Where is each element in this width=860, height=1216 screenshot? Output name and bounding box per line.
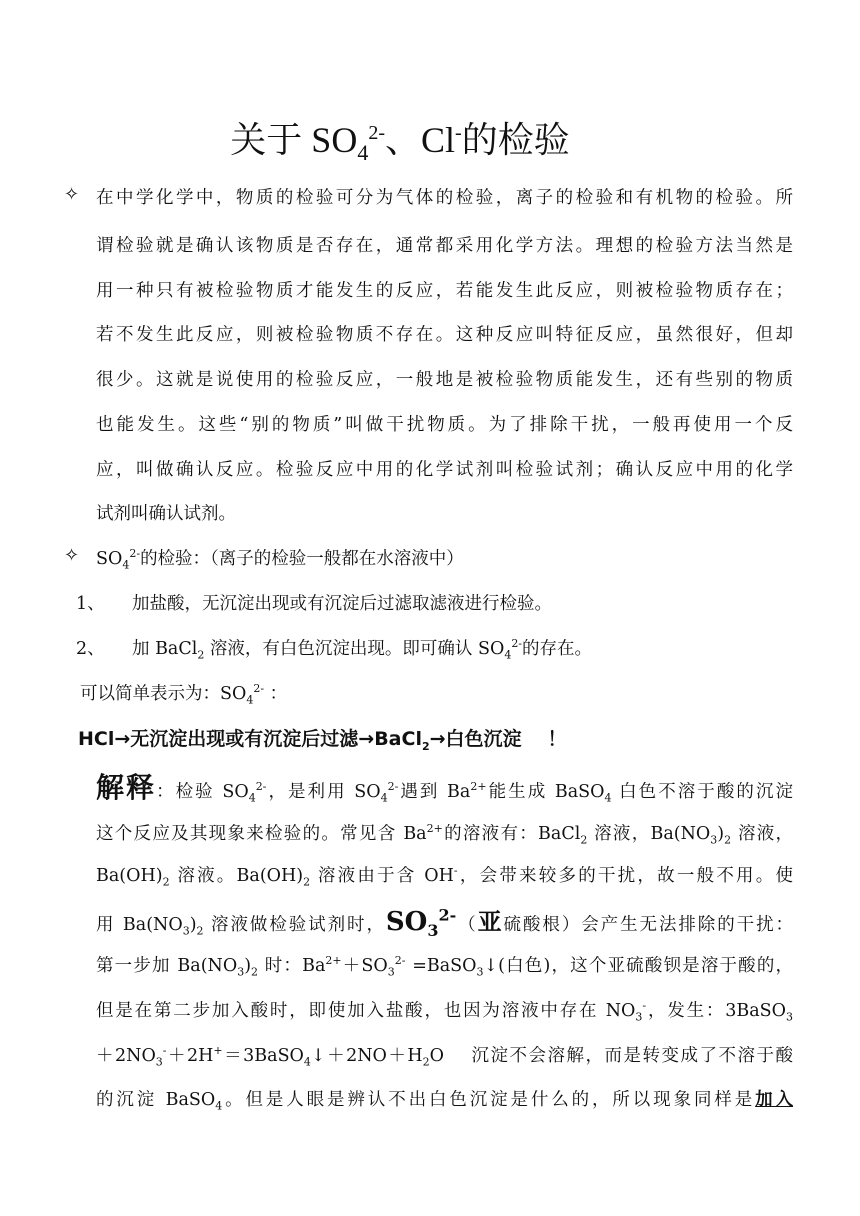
intro-line: 也能发生。这些“别的物质”叫做干扰物质。为了排除干扰，一般再使用一个反 <box>96 415 793 435</box>
explain-line: $+2NO_3^-+2H^+=3BaSO_4↓+2NO+H_2O$ 沉淀不会溶解，而是转变成了不溶于酸 <box>96 1044 794 1069</box>
sulfite-formula: $SO_3^{2-}$ <box>385 905 457 941</box>
step-number: 1、 <box>76 594 105 614</box>
explain-line: 这个反应及其现象来检验的。常见含 $Ba^{2+}$的溶液有：BaCl$_2$ 溶液，$Ba(NO_3)_2$ 溶液， <box>96 822 794 847</box>
section-heading-so4: $SO_4^{2-}$的检验：（离子的检验一般都在水溶液中） <box>96 547 464 572</box>
step-number: 2、 <box>76 639 105 659</box>
explain-line: 第一步加 $Ba(NO_3)_2$ 时：$Ba^{2+}+SO_3^{2-}$ =BaSO$_3$↓(白色)，这个亚硫酸钡是溶于酸的， <box>96 954 793 979</box>
step-text: 加盐酸，无沉淀出现或有沉淀后过滤取滤液进行检验。 <box>132 594 552 614</box>
intro-line: 用一种只有被检验物质才能发生的反应，若能发生此反应，则被检验物质存在； <box>96 281 793 301</box>
explain-line: $Ba(OH)_2$ 溶液。$Ba(OH)_2$ 溶液由于含 OH-，会带来较多的干扰，故一般不用。使 <box>96 864 794 889</box>
intro-line: 在中学化学中，物质的检验可分为气体的检验，离子的检验和有机物的检验。所 <box>96 188 793 208</box>
explain-line: 的沉淀 BaSO$_4$。但是人眼是辨认不出白色沉淀是什么的，所以现象同样是加入 <box>96 1090 793 1113</box>
bullet-icon: ✧ <box>64 184 80 205</box>
step-text: 加 BaCl$_2$ 溶液，有白色沉淀出现。即可确认 $SO_4^{2-}$的存在。 <box>132 637 593 662</box>
intro-line: 若不发生此反应，则被检验物质不存在。这种反应叫特征反应，虽然很好，但却 <box>96 325 793 345</box>
page-title: 关于 $SO_4^{2-}$、Cl-的检验 <box>230 120 570 166</box>
explain-line: 但是在第二步加入酸时，即使加入盐酸，也因为溶液中存在 $NO_3^-$，发生：3BaSO$_3$ <box>96 999 793 1024</box>
detection-formula: HCl→无沉淀出现或有沉淀后过滤→BaCl$_2$→白色沉淀 ！ <box>78 728 567 753</box>
explain-line: 用 $Ba(NO_3)_2$ 溶液做检验试剂时，$SO_3^{2-}$（亚硫酸根）会产生无法排除的干扰： <box>96 905 794 941</box>
intro-line: 很少。这就是说使用的检验反应，一般地是被检验物质能发生，还有些别的物质 <box>96 370 793 390</box>
explain-label: 解释 <box>96 771 157 804</box>
bullet-icon: ✧ <box>64 545 80 566</box>
explain-line: 解释：检验 $SO_4^{2-}$，是利用 $SO_4^{2-}$遇到 $Ba^{2+}$能生成 BaSO$_4$ 白色不溶于酸的沉淀 <box>96 771 793 805</box>
intro-line: 应，叫做确认反应。检验反应中用的化学试剂叫检验试剂；确认反应中用的化学 <box>96 460 793 480</box>
intro-line: 试剂叫确认试剂。 <box>96 504 236 524</box>
intro-line: 谓检验就是确认该物质是否存在，通常都采用化学方法。理想的检验方法当然是 <box>96 236 793 256</box>
simple-expression: 可以简单表示为：$SO_4^{2-}$ ： <box>80 682 288 707</box>
